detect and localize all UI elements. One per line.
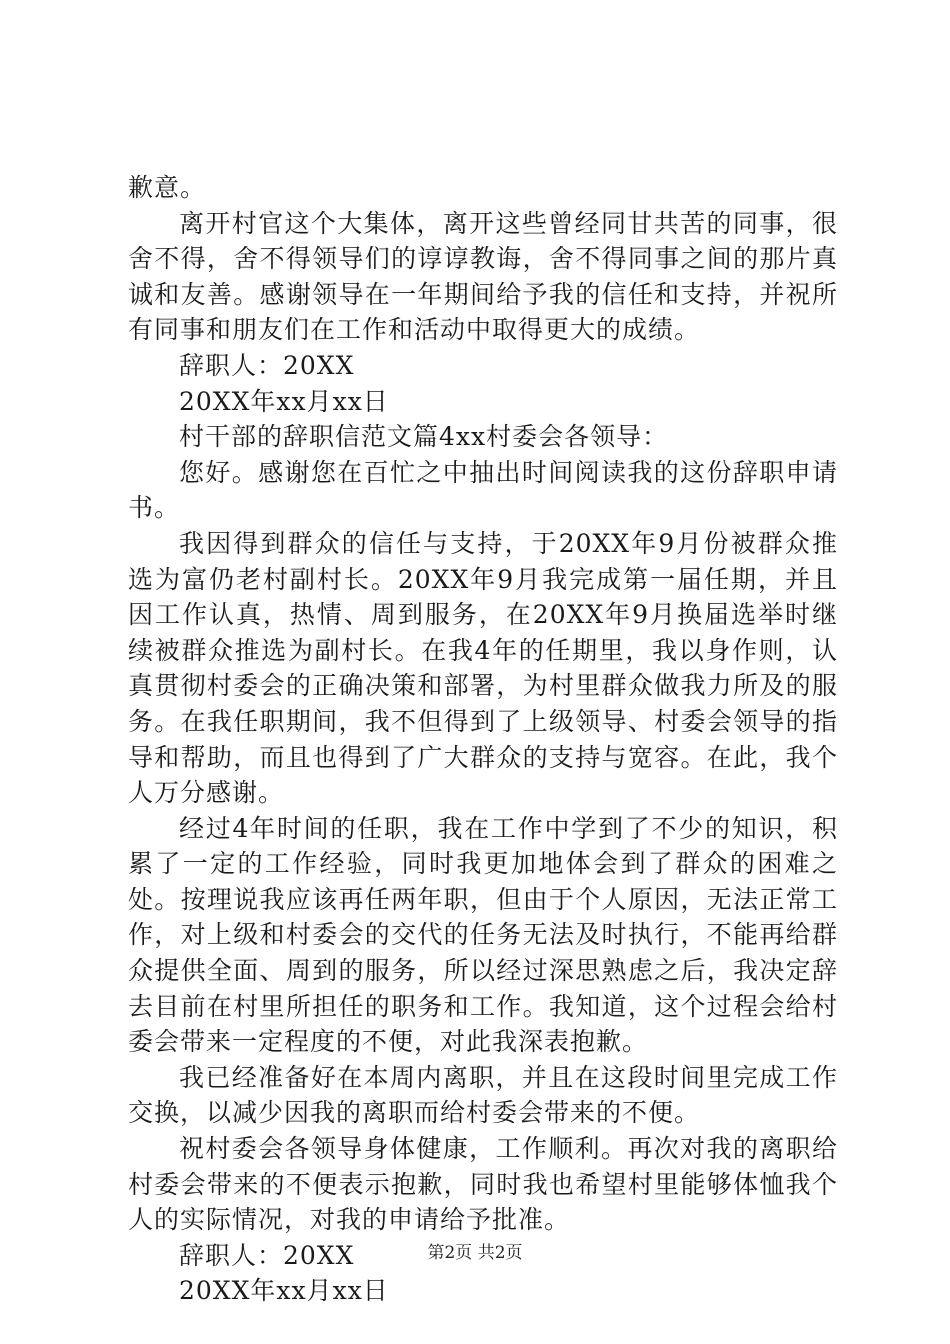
signature-date: 20XX年xx月xx日 bbox=[179, 386, 389, 416]
page-number-footer: 第2页 共2页 bbox=[427, 1243, 523, 1263]
paragraph-farewell: 离开村官这个大集体，离开这些曾经同甘共苦的同事，很舍不得，舍不得领导们的谆谆教诲，舍不得同事之间的那片真诚和友善。感谢领导在一年期间给予我的信任和支持，并祝所有同事和朋友们在工作和活动中取得更大的成绩。 bbox=[128, 208, 838, 345]
paragraph-apology-end: 歉意。 bbox=[128, 173, 207, 202]
paragraph-background: 我因得到群众的信任与支持，于20XX年9月份被群众推选为富仍老村副村长。20XX年9月我完成第一届任期，并且因工作认真，热情、周到服务，在20XX年9月换届选举时继续被群众推选为副村长。在我4年的任期里，我以身作则，认真贯彻村委会的正确决策和部署，为村里群众做我力所及的服务。在我任职期间，我不但得到了上级领导、村委会领导的指导和帮助，而且也得到了广大群众的支持与宽容。在此，我个人万分感谢。 bbox=[128, 528, 838, 808]
paragraph-handover: 我已经准备好在本周内离职，并且在这段时间里完成工作交换，以减少因我的离职而给村委会带来的不便。 bbox=[128, 1062, 838, 1128]
paragraph-greeting: 您好。感谢您在百忙之中抽出时间阅读我的这份辞职申请书。 bbox=[128, 457, 838, 523]
signature-date-2: 20XX年xx月xx日 bbox=[179, 1276, 389, 1306]
paragraph-reason: 经过4年时间的任职，我在工作中学到了不少的知识，积累了一定的工作经验，同时我更加地体会到了群众的困难之处。按理说我应该再任两年职，但由于个人原因，无法正常工作，对上级和村委会的交代的任务无法及时执行，不能再给群众提供全面、周到的服务，所以经过深思熟虑之后，我决定辞去目前在村里所担任的职务和工作。我知道，这个过程会给村委会带来一定程度的不便，对此我深表抱歉。 bbox=[128, 813, 838, 1057]
signature-resigner-2: 辞职人：20XX bbox=[179, 1240, 355, 1270]
letter-body bbox=[128, 170, 838, 1309]
signature-resigner: 辞职人：20XX bbox=[179, 350, 355, 380]
section-heading: 村干部的辞职信范文篇4xx村委会各领导： bbox=[179, 422, 669, 452]
paragraph-closing: 祝村委会各领导身体健康，工作顺利。再次对我的离职给村委会带来的不便表示抱歉，同时我也希望村里能够体恤我个人的实际情况，对我的申请给予批准。 bbox=[128, 1134, 838, 1235]
